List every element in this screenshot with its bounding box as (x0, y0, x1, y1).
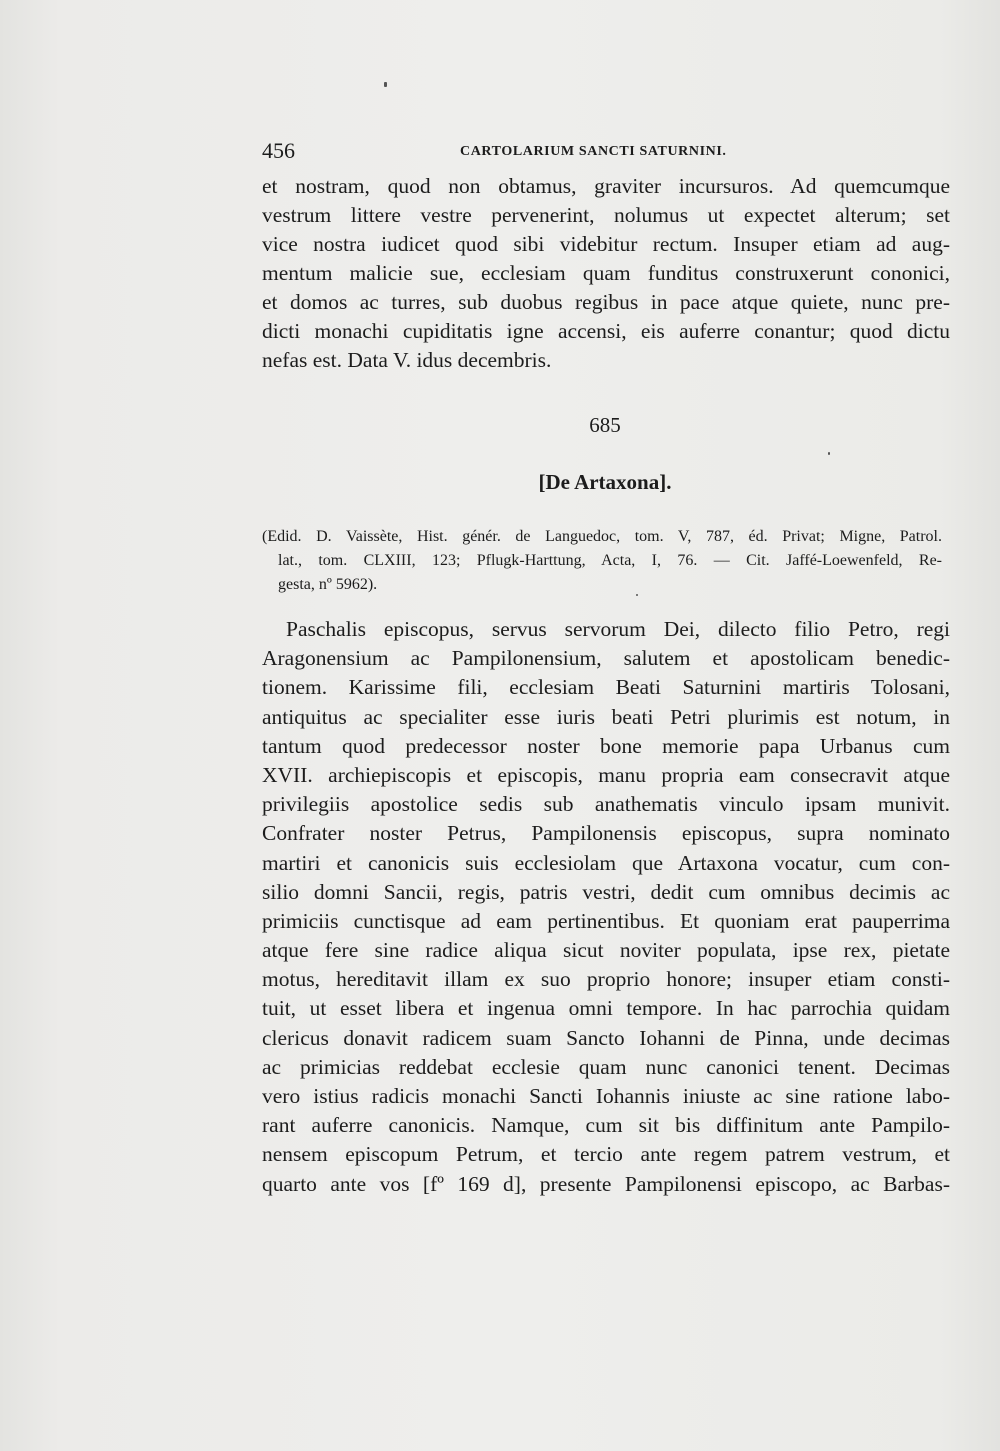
continuation-text (262, 172, 950, 375)
document-title (0, 470, 1000, 495)
page-header (262, 138, 950, 168)
text-line: Paschalis episcopus, servus servorum Dei, dilecto filio Petro, regi (286, 617, 950, 641)
text-line: rant auferre canonicis. Namque, cum sit bis diffinitum ante Pampilo- (262, 1113, 950, 1138)
ink-speck (828, 452, 830, 455)
text-line: antiquitus ac specialiter esse iuris beati Petri plurimis est notum, in (262, 704, 950, 729)
document-title-text: [De Artaxona]. (538, 470, 672, 494)
text-line: tuit, ut esset libera et ingenua omni tempore. In hac parrochia quidam (262, 996, 950, 1021)
text-line: Confrater noster Petrus, Pampilonensis episcopus, supra nominato (262, 821, 950, 846)
text-line: tionem. Karissime fili, ecclesiam Beati Saturnini martiris Tolosani, (262, 675, 950, 700)
text-line: primiciis cunctisque ad eam pertinentibus. Et quoniam erat pauperrima (262, 908, 950, 933)
text-line: motus, hereditavit illam ex suo proprio honore; insuper etiam consti- (262, 967, 950, 992)
note-line: (Edid. D. Vaissète, Hist. génér. de Languedoc, tom. V, 787, éd. Privat; Migne, Patrol. (262, 528, 942, 545)
text-line: vero istius radicis monachi Sancti Iohannis iniuste ac sine ratione labo- (262, 1084, 950, 1108)
text-line: clericus donavit radicem suam Sancto Iohanni de Pinna, unde decimas (262, 1025, 950, 1050)
text-line: nefas est. Data V. idus decembris. (262, 348, 552, 372)
text-line: atque fere sine radice aliqua sicut noviter populata, ipse rex, pietate (262, 938, 950, 963)
text-line: silio domni Sancii, regis, patris vestri, dedit cum omnibus decimis ac (262, 879, 950, 904)
text-line: vestrum littere vestre pervenerint, nolumus ut expectet alterum; set (262, 203, 950, 227)
edition-note (262, 525, 942, 597)
document-number-text: 685 (589, 413, 621, 437)
page-number: 456 (262, 138, 295, 163)
text-line: nensem episcopum Petrum, et tercio ante regem patrem vestrum, et (262, 1142, 950, 1167)
text-line: martiri et canonicis suis ecclesiolam que Artaxona vocatur, cum con- (262, 850, 950, 875)
text-line: vice nostra iudicet quod sibi videbitur rectum. Insuper etiam ad aug- (262, 232, 950, 256)
text-line: ac primicias reddebat ecclesie quam nunc canonici tenent. Decimas (262, 1054, 950, 1079)
text-line: quarto ante vos [fº 169 d], presente Pampilonensi episcopo, ac Barbas- (262, 1171, 950, 1196)
running-title: CARTOLARIUM SANCTI SATURNINI. (460, 144, 727, 159)
text-line: XVII. archiepiscopis et episcopis, manu propria eam consecravit atque (262, 762, 950, 787)
ink-speck (384, 82, 387, 87)
text-line: mentum malicie sue, ecclesiam quam funditus construxerunt cononici, (262, 261, 950, 285)
text-line: Aragonensium ac Pampilonensium, salutem et apostolicam benedic- (262, 646, 950, 671)
note-line: lat., tom. CLXIII, 123; Pflugk-Harttung, Acta, I, 76. — Cit. Jaffé-Loewenfeld, Re- (278, 552, 942, 569)
text-line: dicti monachi cupiditatis igne accensi, eis auferre conantur; quod dictu (262, 319, 950, 343)
document-number (0, 413, 1000, 438)
text-line: et nostram, quod non obtamus, graviter incursuros. Ad quemcumque (262, 174, 950, 198)
text-line: privilegiis apostolice sedis sub anathematis vinculo ipsam munivit. (262, 792, 950, 817)
text-line: et domos ac turres, sub duobus regibus in pace atque quiete, nunc pre- (262, 290, 950, 314)
text-line: tantum quod predecessor noster bone memorie papa Urbanus cum (262, 733, 950, 758)
note-line: gesta, nº 5962). (278, 576, 378, 593)
document-body (262, 615, 950, 1199)
